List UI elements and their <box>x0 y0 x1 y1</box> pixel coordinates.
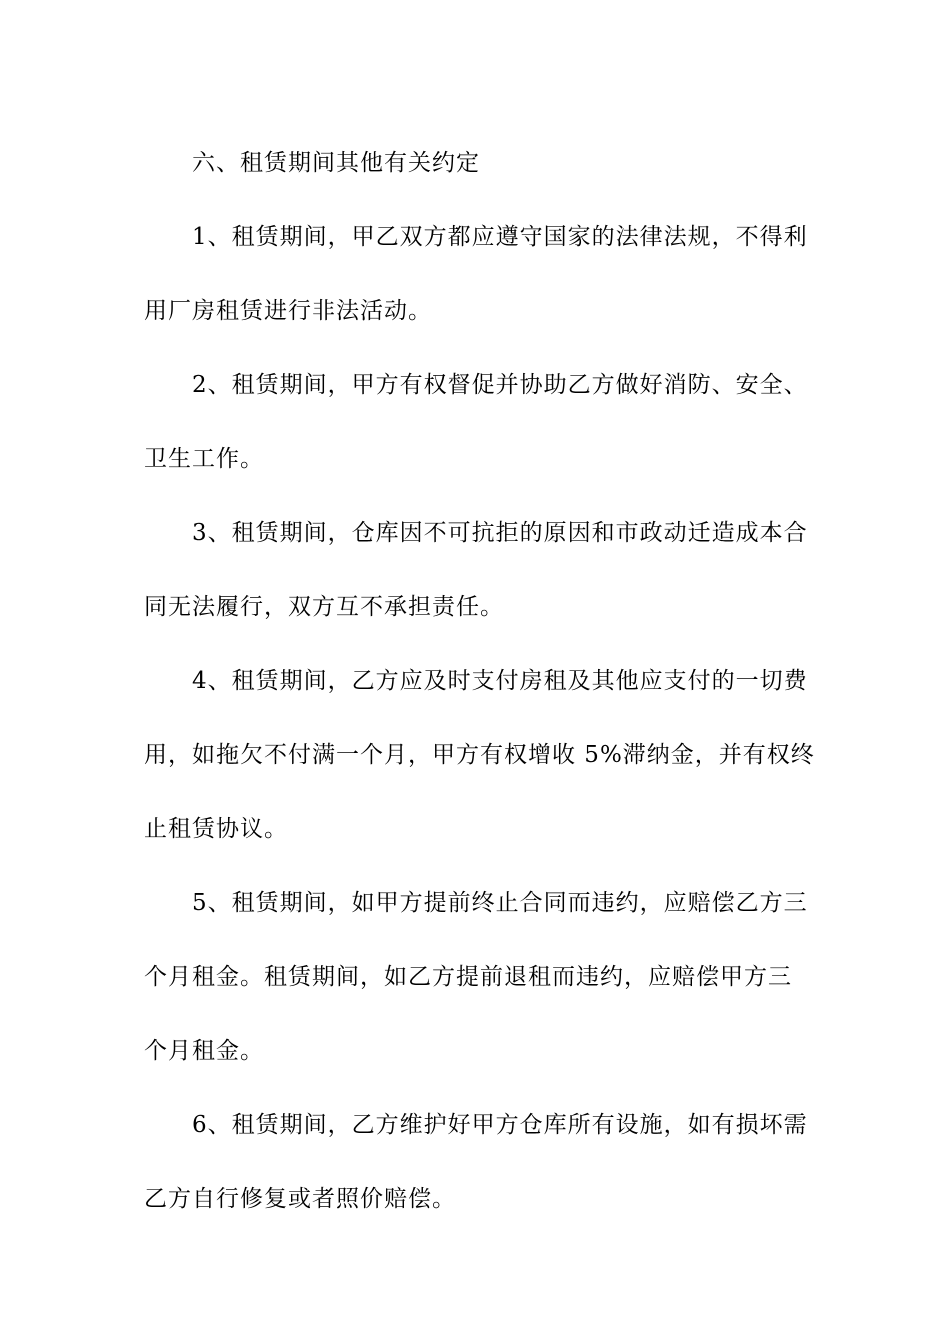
clause-4-line-3: 止租赁协议。 <box>144 816 288 842</box>
clause-5 <box>144 866 824 1088</box>
clause-5-line-3: 个月租金。 <box>144 1038 264 1064</box>
clause-3-line-2: 同无法履行，双方互不承担责任。 <box>144 594 504 620</box>
section-heading <box>144 126 824 200</box>
clause-4 <box>144 644 824 866</box>
clause-3-line-1: 3、租赁期间，仓库因不可抗拒的原因和市政动迁造成本合 <box>192 520 808 546</box>
clause-4-line-1: 4、租赁期间，乙方应及时支付房租及其他应支付的一切费 <box>192 668 808 694</box>
clause-6-line-1: 6、租赁期间，乙方维护好甲方仓库所有设施，如有损坏需 <box>192 1112 808 1138</box>
clause-2 <box>144 348 824 496</box>
document-body <box>144 126 824 1236</box>
clause-2-line-2: 卫生工作。 <box>144 446 264 472</box>
clause-1-line-2: 用厂房租赁进行非法活动。 <box>144 298 432 324</box>
clause-5-line-2: 个月租金。租赁期间，如乙方提前退租而违约，应赔偿甲方三 <box>144 964 792 990</box>
clause-6-line-2: 乙方自行修复或者照价赔偿。 <box>144 1186 456 1212</box>
clause-1-line-1: 1、租赁期间，甲乙双方都应遵守国家的法律法规，不得利 <box>192 224 808 250</box>
clause-6 <box>144 1088 824 1236</box>
clause-2-line-1: 2、租赁期间，甲方有权督促并协助乙方做好消防、安全、 <box>192 372 808 398</box>
clause-5-line-1: 5、租赁期间，如甲方提前终止合同而违约，应赔偿乙方三 <box>192 890 808 916</box>
section-heading-text: 六、租赁期间其他有关约定 <box>192 150 480 176</box>
clause-3 <box>144 496 824 644</box>
clause-1 <box>144 200 824 348</box>
clause-4-line-2: 用，如拖欠不付满一个月，甲方有权增收 5%滞纳金，并有权终 <box>144 742 815 768</box>
